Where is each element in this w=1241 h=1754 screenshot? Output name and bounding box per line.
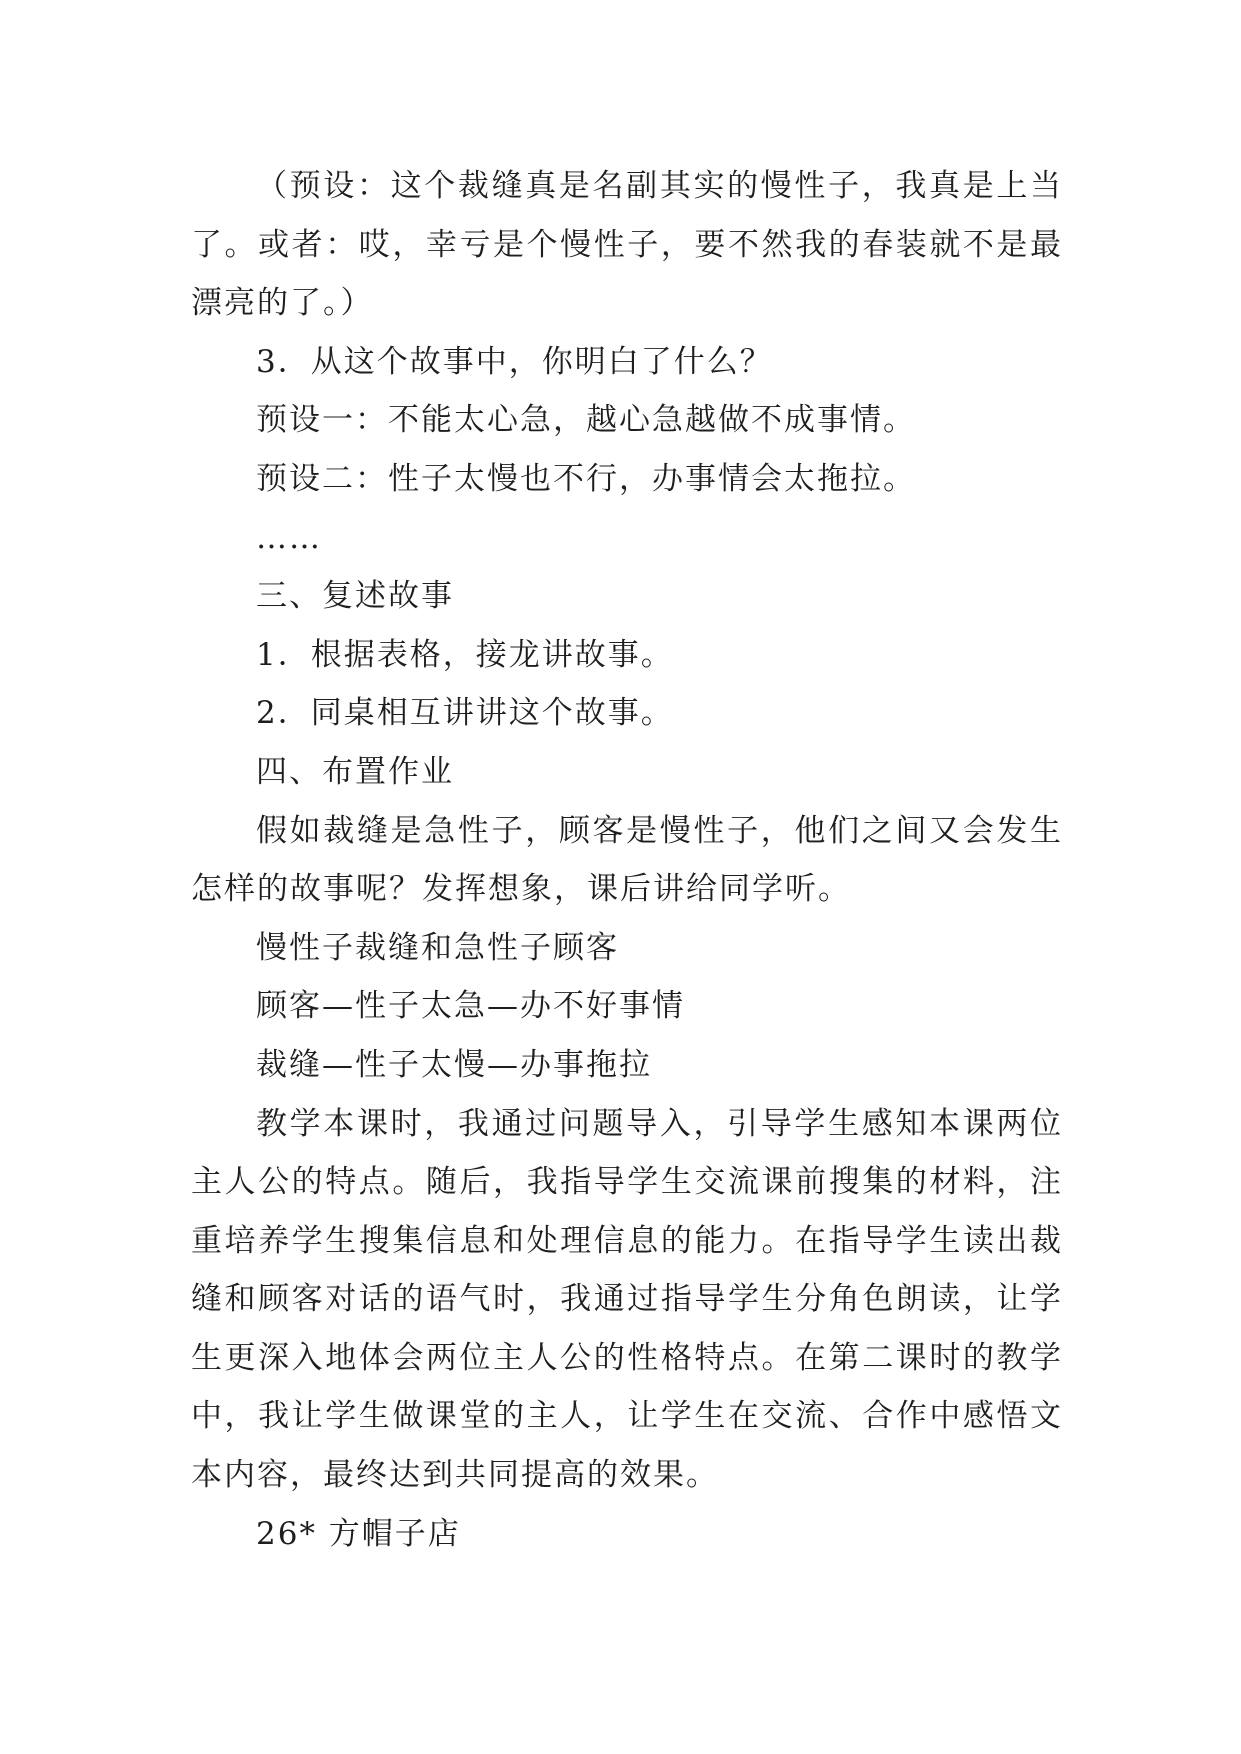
preset-paragraph: （预设：这个裁缝真是名副其实的慢性子，我真是上当了。或者：哎，幸亏是个慢性子，要不然我的春装就不是最漂亮的了。） [191,168,1063,322]
board-title: 慢性子裁缝和急性子顾客 [256,929,619,966]
board-line-customer: 顾客—性子太急—办不好事情 [256,988,685,1025]
section-heading-retell: 三、复述故事 [256,578,454,615]
homework-paragraph: 假如裁缝是急性子，顾客是慢性子，他们之间又会发生怎样的故事呢？发挥想象，课后讲给同学听。 [191,812,1063,908]
document-body [191,157,1063,1563]
section-heading-homework: 四、布置作业 [256,753,454,790]
reflection-paragraph: 教学本课时，我通过问题导入，引导学生感知本课两位主人公的特点。随后，我指导学生交流课前搜集的材料，注重培养学生搜集信息和处理信息的能力。在指导学生读出裁缝和顾客对话的语气时，我通过指导学生分角色朗读，让学生更深入地体会两位主人公的性格特点。在第二课时的教学中，我让学生做课堂的主人，让学生在交流、合作中感悟文本内容，最终达到共同提高的效果。 [191,1105,1063,1494]
board-line-tailor: 裁缝—性子太慢—办事拖拉 [256,1046,652,1083]
question-3: 3．从这个故事中，你明白了什么？ [256,343,773,380]
next-lesson-title: 26* 方帽子店 [256,1515,461,1552]
retell-step-1: 1．根据表格，接龙讲故事。 [256,636,674,673]
preset-two: 预设二：性子太慢也不行，办事情会太拖拉。 [256,460,916,497]
retell-step-2: 2．同桌相互讲讲这个故事。 [256,695,674,732]
ellipsis: …… [256,519,322,556]
preset-one: 预设一：不能太心急，越心急越做不成事情。 [256,402,916,439]
